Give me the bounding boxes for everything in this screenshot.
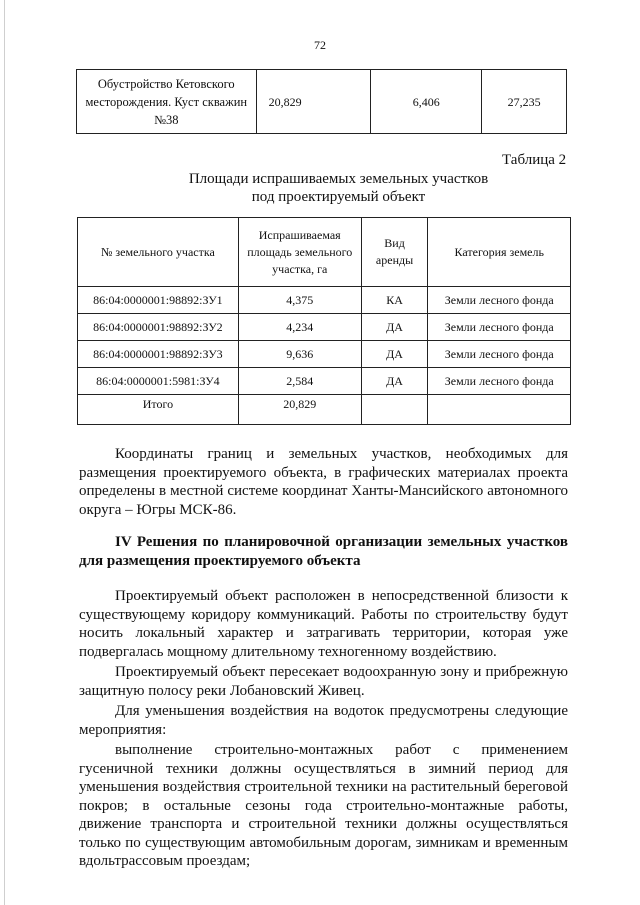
category-cell: Земли лесного фонда — [428, 368, 571, 395]
paragraph: Проектируемый объект расположен в непосредственной близости к существующему коридору коммуникаций. Работы по строительству будут носить локальный характер и затрагивать территории, которая уже подвергалась мощному длительному техногенному воздействию. — [79, 588, 568, 660]
empty-cell — [428, 395, 571, 425]
total-label-cell: Итого — [78, 395, 239, 425]
area-cell: 2,584 — [238, 368, 361, 395]
table-row — [78, 287, 571, 314]
area-cell: 4,375 — [238, 287, 361, 314]
coordinates-paragraph — [79, 445, 568, 519]
area-cell: 9,636 — [238, 341, 361, 368]
object-name-cell: Обустройство Кетовского месторождения. Куст скважин №38 — [77, 70, 257, 134]
category-cell: Земли лесного фонда — [428, 341, 571, 368]
paragraph: выполнение строительно-монтажных работ с применением гусеничной техники должны осуществляться в зимний период для уменьшения воздействия строительной техники на растительный береговой покров; в остальные сезоны года строительно-монтажные работы, движение транспорта и строительной техники должны осуществляться только по существующим автомобильным дорогам, зимникам и временным вдольтрассовым проездам; — [79, 742, 568, 869]
area-cell: 4,234 — [238, 314, 361, 341]
empty-cell — [361, 395, 428, 425]
total-area-cell: 20,829 — [238, 395, 361, 425]
continued-table — [76, 69, 567, 134]
paragraph: Для уменьшения воздействия на водоток предусмотрены следующие мероприятия: — [79, 703, 568, 738]
category-cell: Земли лесного фонда — [428, 287, 571, 314]
value-cell-2: 6,406 — [371, 70, 482, 134]
table-row — [78, 314, 571, 341]
table-caption — [150, 170, 527, 206]
value-cell-1: 20,829 — [256, 70, 371, 134]
table-caption-line: Площади испрашиваемых земельных участков — [188, 171, 489, 187]
section-heading: IV Решения по планировочной организации земельных участков для размещения проектируемого объекта — [79, 534, 568, 569]
page-number: 72 — [314, 38, 326, 52]
parcel-cell: 86:04:0000001:98892:ЗУ3 — [78, 341, 239, 368]
table-total-row — [78, 395, 571, 425]
body-text — [79, 587, 568, 873]
header-category: Категория земель — [428, 218, 571, 287]
paragraph: Координаты границ и земельных участков, необходимых для размещения проектируемого объекта, в графических материалах проекта определены в местной системе координат Ханты-Мансийского автономного округа – Югры МСК-86. — [79, 446, 568, 518]
value-cell-3: 27,235 — [482, 70, 567, 134]
parcel-cell: 86:04:0000001:98892:ЗУ1 — [78, 287, 239, 314]
table-header-row — [78, 218, 571, 287]
category-cell: Земли лесного фонда — [428, 314, 571, 341]
parcel-cell: 86:04:0000001:98892:ЗУ2 — [78, 314, 239, 341]
header-lease: Вид аренды — [361, 218, 428, 287]
header-area: Испрашиваемая площадь земельного участка, га — [238, 218, 361, 287]
lease-cell: КА — [361, 287, 428, 314]
table-row — [78, 368, 571, 395]
table-row — [77, 70, 567, 134]
lease-cell: ДА — [361, 368, 428, 395]
parcel-cell: 86:04:0000001:5981:ЗУ4 — [78, 368, 239, 395]
table-caption-line: под проектируемый объект — [251, 189, 426, 205]
paragraph: Проектируемый объект пересекает водоохранную зону и прибрежную защитную полосу реки Лобановский Живец. — [79, 664, 568, 699]
page-edge-line — [4, 0, 5, 905]
lease-cell: ДА — [361, 341, 428, 368]
table-label: Таблица 2 — [502, 152, 567, 168]
lease-cell: ДА — [361, 314, 428, 341]
land-parcels-table — [77, 217, 571, 425]
header-parcel: № земельного участка — [78, 218, 239, 287]
table-row — [78, 341, 571, 368]
